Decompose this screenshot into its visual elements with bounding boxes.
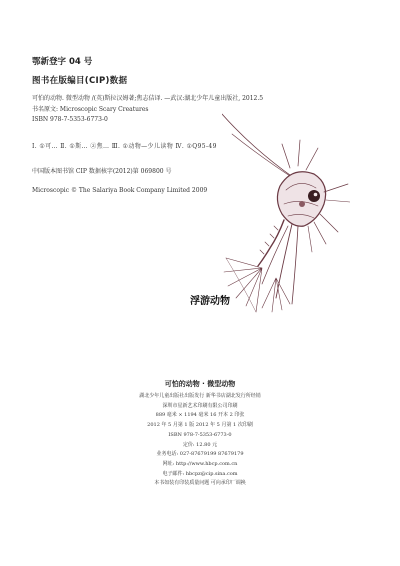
cip-record-line: 中国版本图书馆 CIP 数据核字(2012)第 069800 号 bbox=[32, 168, 172, 175]
isbn-line: ISBN 978-7-5353-6773-0 bbox=[32, 116, 108, 123]
cip-entry-line: 可怕的动物. 微型动物 /(英)斯拉汉姆著;焦志佶译. —武汉:湖北少年儿童出版社, 2012.5 bbox=[32, 95, 264, 102]
copyright-line: Microscopic © The Salariya Book Company Limited 2009 bbox=[32, 187, 208, 194]
colophon-line: 本书如装有印装质量问题 可向承印厂调换 bbox=[154, 480, 246, 487]
colophon-line: 2012 年 5 月第 1 版 2012 年 5 月第 1 次印刷 bbox=[147, 422, 253, 429]
colophon-line: 深圳市星新艺术印刷有限公司印刷 bbox=[162, 402, 238, 409]
registration-number: 鄂新登字 04 号 bbox=[32, 57, 93, 67]
colophon-line: 业务电话: 027-87679199 87679179 bbox=[156, 451, 244, 458]
colophon-line: 电子邮件: hbcpz@cip.sina.com bbox=[162, 470, 238, 477]
colophon-block bbox=[0, 392, 400, 489]
colophon-line: 889 毫米 × 1194 毫米 16 开本 2 印张 bbox=[155, 412, 245, 419]
colophon-line: 定价: 12.80 元 bbox=[182, 441, 218, 448]
original-title-line: 书名原文: Microscopic Scary Creatures bbox=[32, 106, 149, 113]
illustration-caption: 浮游动物 bbox=[190, 296, 230, 307]
colophon-line: 网址: http://www.hbcp.com.cn bbox=[162, 460, 238, 467]
plankton-illustration bbox=[222, 108, 350, 314]
classification-line: Ⅰ. ①可… Ⅱ. ①斯… ②焦… Ⅲ. ①动物—少儿读物 Ⅳ. ①Q95-49 bbox=[32, 143, 217, 150]
cip-heading: 图书在版编目(CIP)数据 bbox=[32, 76, 128, 86]
colophon-line: 湖北少年儿童出版社出版发行 新华书店湖北发行所经销 bbox=[139, 393, 261, 399]
colophon-line: ISBN 978-7-5353-6773-0 bbox=[168, 431, 232, 438]
colophon-title: 可怕的动物 · 微型动物 bbox=[164, 380, 236, 388]
